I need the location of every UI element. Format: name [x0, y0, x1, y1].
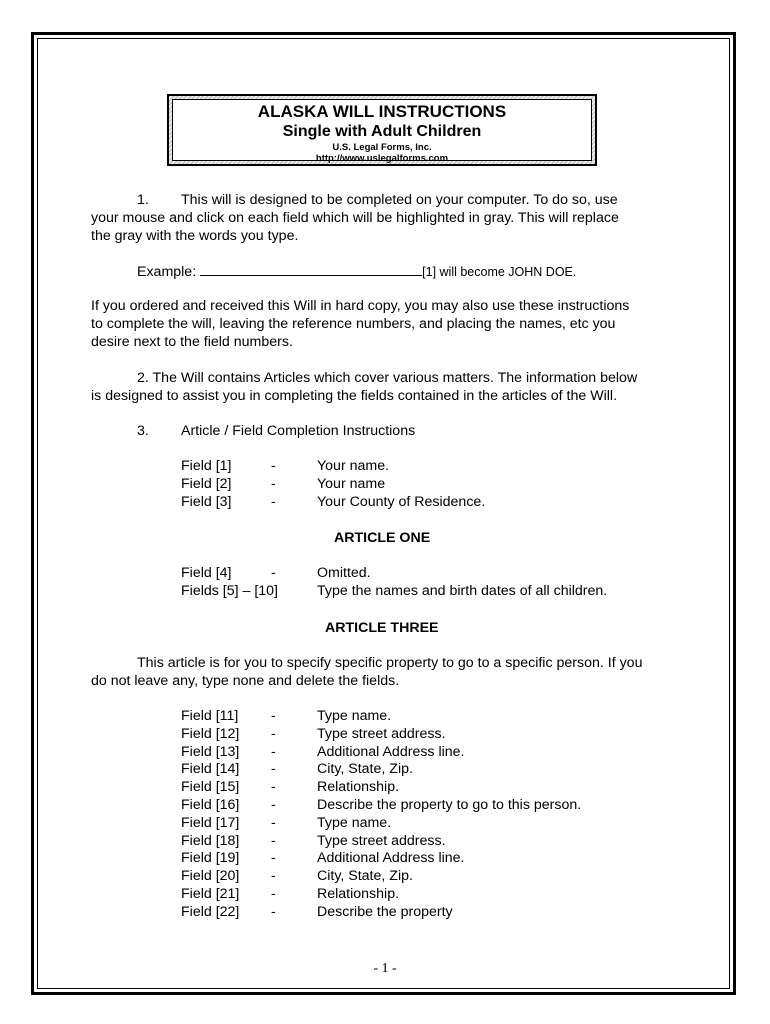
- field-dash: -: [271, 779, 276, 796]
- field-label: Field [4]: [181, 565, 232, 581]
- field-dash: -: [271, 725, 276, 742]
- field-dash: -: [271, 494, 276, 510]
- field-dash: -: [271, 850, 276, 867]
- p3-number: 3.: [137, 423, 149, 439]
- field-dash: -: [271, 708, 276, 724]
- document-subtitle: Single with Adult Children: [282, 123, 482, 140]
- field-desc: City, State, Zip.: [317, 761, 413, 778]
- field-dash: -: [271, 832, 276, 849]
- article-one-heading: ARTICLE ONE: [334, 530, 431, 546]
- field-desc: Your name: [317, 476, 386, 492]
- p1-line1: This will is designed to be completed on your computer. To do so, use: [181, 192, 618, 208]
- example-row: [137, 263, 576, 281]
- field-label: Field [22]: [181, 903, 240, 920]
- p1-number: 1.: [137, 192, 149, 208]
- field-label: Field [12]: [181, 725, 240, 742]
- field-label: Field [16]: [181, 797, 240, 813]
- field-desc: Omitted.: [317, 565, 371, 581]
- field-dash: -: [271, 743, 276, 760]
- field-desc: Your County of Residence.: [317, 494, 486, 510]
- field-desc: Type the names and birth dates of all children.: [317, 583, 608, 599]
- title-inner: [172, 99, 592, 164]
- example-blank: [200, 263, 422, 276]
- field-desc: Your name.: [317, 458, 390, 474]
- field-label: Field [15]: [181, 779, 240, 796]
- field-label: Field [17]: [181, 814, 240, 831]
- field-desc: Describe the property: [317, 903, 453, 920]
- field-label: Field [19]: [181, 850, 240, 867]
- field-label: Field [2]: [181, 476, 232, 492]
- field-dash: -: [271, 565, 276, 581]
- field-desc: Relationship.: [317, 886, 400, 902]
- field-desc: Type street address.: [317, 832, 446, 849]
- field-dash: -: [271, 814, 276, 831]
- hardcopy-line3: desire next to the field numbers.: [91, 334, 293, 350]
- hardcopy-line2: to complete the will, leaving the reference numbers, and placing the names, etc you: [91, 316, 616, 332]
- publisher-name: U.S. Legal Forms, Inc.: [332, 142, 432, 153]
- field-desc: Additional Address line.: [317, 850, 465, 867]
- field-desc: Describe the property to go to this person.: [317, 797, 582, 813]
- p1-line2: your mouse and click on each field which will be highlighted in gray. This will replace: [91, 210, 619, 226]
- field-label: Fields [5] – [10]: [181, 583, 278, 599]
- title-box: [167, 94, 597, 166]
- publisher-url: http://www.uslegalforms.com: [315, 153, 449, 164]
- field-dash: -: [271, 868, 276, 885]
- field-desc: Type name.: [317, 814, 392, 831]
- field-label: Field [11]: [181, 708, 239, 724]
- field-dash: -: [271, 903, 276, 920]
- field-dash: -: [271, 886, 276, 902]
- field-label: Field [1]: [181, 458, 232, 474]
- p1-line3: the gray with the words you type.: [91, 228, 299, 244]
- example-label: Example:: [137, 264, 197, 280]
- field-desc: Type street address.: [317, 725, 446, 742]
- field-label: Field [20]: [181, 868, 240, 885]
- field-label: Field [3]: [181, 494, 232, 510]
- field-dash: -: [271, 458, 276, 474]
- field-label: Field [13]: [181, 743, 240, 760]
- field-desc: City, State, Zip.: [317, 868, 413, 885]
- p2-line2: is designed to assist you in completing the fields contained in the articles of the Will.: [91, 388, 618, 404]
- p2-line1: 2. The Will contains Articles which cover various matters. The information below: [137, 370, 638, 386]
- example-suffix: [1] will become JOHN DOE.: [422, 265, 577, 279]
- field-label: Field [21]: [181, 886, 240, 902]
- field-label: Field [14]: [181, 761, 240, 778]
- article-three-heading: ARTICLE THREE: [325, 620, 439, 636]
- article-three-intro-line1: This article is for you to specify specific property to go to a specific person. If you: [137, 655, 643, 671]
- field-dash: -: [271, 761, 276, 778]
- hardcopy-line1: If you ordered and received this Will in hard copy, you may also use these instructions: [91, 298, 630, 314]
- field-desc: Relationship.: [317, 779, 400, 796]
- field-dash: -: [271, 476, 276, 492]
- field-desc: Additional Address line.: [317, 743, 465, 760]
- document-title: ALASKA WILL INSTRUCTIONS: [257, 102, 507, 121]
- article-three-intro-line2: do not leave any, type none and delete the fields.: [91, 673, 400, 689]
- page-number: - 1 -: [373, 961, 397, 976]
- p3-heading: Article / Field Completion Instructions: [181, 423, 416, 439]
- field-label: Field [18]: [181, 832, 240, 849]
- field-desc: Type name.: [317, 708, 392, 724]
- field-dash: -: [271, 797, 276, 813]
